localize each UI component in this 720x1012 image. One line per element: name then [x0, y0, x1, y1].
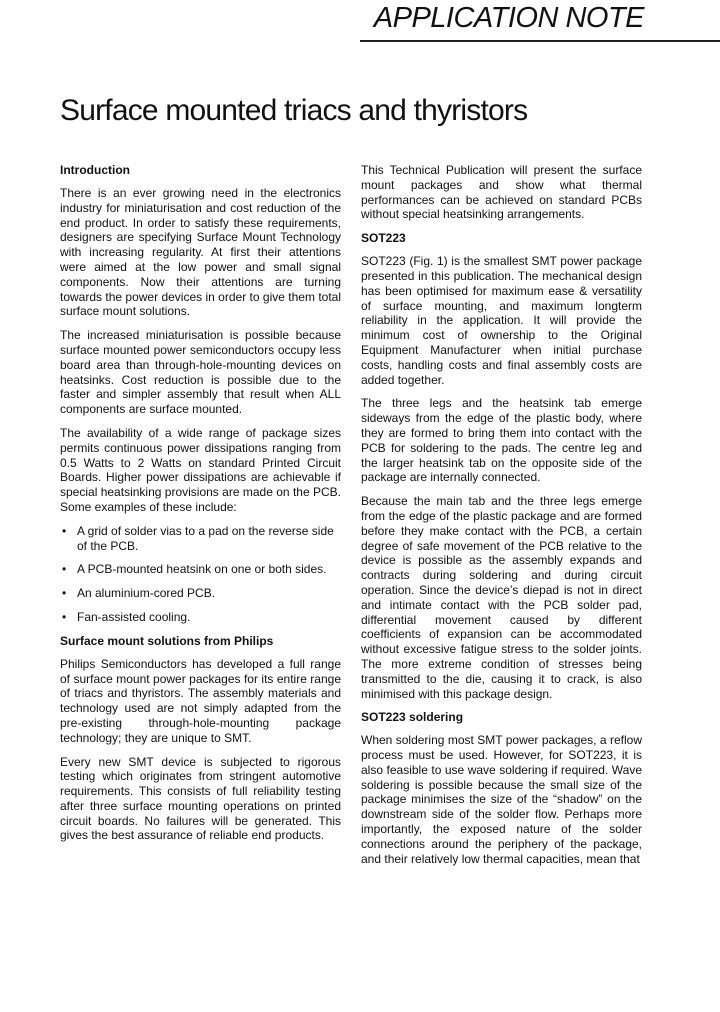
intro-paragraph-3: The availability of a wide range of package sizes permits continuous power dissipations ranging from 0.5 Watts to 2 Watts on standard Printed Circuit Boards. Higher power dissipations are achievable if special heatsinking provisions are made on the PCB. Some examples of these include:	[60, 425, 341, 514]
left-column	[60, 163, 341, 852]
sot223-paragraph-3: Because the main tab and the three legs emerge from the edge of the plastic package and are formed before they make contact with the PCB, a certain degree of safe movement of the PCB relative to the device is possible as the assembly expands and contracts during soldering and during circuit operation. Since the device’s diepad is not in direct and intimate contact with the PCB solder pad, differential movement caused by different coefficients of expansion can be accommodated without excessive fatigue stress to the solder joints. The more extreme condition of stresses being transmitted to the die, causing it to crack, is also minimised with this package design.	[361, 494, 642, 701]
right-column	[361, 163, 642, 875]
publication-intro-paragraph: This Technical Publication will present the surface mount packages and show what thermal performances can be achieved on standard PCBs without special heatsinking arrangements.	[361, 163, 642, 222]
intro-paragraph-2: The increased miniaturisation is possible because surface mounted power semiconductors occupy less board area than through-hole-mounting devices on heatsinks. Cost reduction is possible due to the faster and simpler assembly that result when ALL components are surface mounted.	[60, 328, 341, 417]
intro-paragraph-1: There is an ever growing need in the electronics industry for miniaturisation and cost reduction of the end product. In order to satisfy these requirements, designers are specifying Surface Mount Technology with increasing regularity. At first their attentions were aimed at the low power and small signal components. Now their attentions are turning towards the power devices in order to give them total surface mount solutions.	[60, 186, 341, 319]
bullet-icon: •	[62, 562, 67, 577]
list-item-text: Fan-assisted cooling.	[77, 609, 191, 624]
introduction-heading: Introduction	[60, 163, 130, 177]
sot223-soldering-heading: SOT223 soldering	[361, 710, 464, 725]
sot223-heading: SOT223	[361, 231, 406, 246]
heatsinking-examples-list	[60, 524, 341, 625]
list-item-text: A grid of solder vias to a pad on the reverse side of the PCB.	[77, 523, 334, 553]
sot223-paragraph-2: The three legs and the heatsink tab emerge sideways from the edge of the plastic body, where they are formed to bring them into contact with the PCB for soldering to the pads. The centre leg and the larger heatsink tab on the opposite side of the package are internally connected.	[361, 396, 642, 485]
sot223-paragraph-1: SOT223 (Fig. 1) is the smallest SMT power package presented in this publication. The mechanical design has been optimised for maximum ease & versatility of surface mounting, and maximum longterm reliability in the application. It will provide the minimum cost of ownership to the Original Equipment Manufacturer when initial purchase costs, handling costs and final assembly costs are added together.	[361, 254, 642, 387]
list-item	[60, 610, 341, 625]
document-type-label: APPLICATION NOTE	[373, 2, 644, 34]
philips-paragraph-2: Every new SMT device is subjected to rigorous testing which originates from stringent automotive requirements. This consists of full reliability testing after three surface mounting operations on printed circuit boards. No failures will be generated. This gives the best assurance of reliable end products.	[60, 754, 341, 843]
soldering-paragraph: When soldering most SMT power packages, a reflow process must be used. However, for SOT223, it is also feasible to use wave soldering if required. Wave soldering is possible because the small size of the package minimises the size of the “shadow” on the downstream side of the solder flow. Perhaps more importantly, the exposed nature of the solder connections around the periphery of the package, and their relatively low thermal capacities, mean that	[361, 733, 642, 866]
list-item	[60, 562, 341, 577]
bullet-icon: •	[62, 586, 67, 601]
philips-solutions-heading: Surface mount solutions from Philips	[60, 633, 274, 648]
list-item	[60, 524, 341, 554]
bullet-icon: •	[62, 609, 67, 624]
list-item	[60, 586, 341, 601]
list-item-text: An aluminium-cored PCB.	[77, 586, 216, 601]
bullet-icon: •	[62, 523, 67, 538]
philips-paragraph-1: Philips Semiconductors has developed a full range of surface mount power packages for its entire range of triacs and thyristors. The assembly materials and technology used are not simply adapted from the pre-existing through-hole-mounting package technology; they are unique to SMT.	[60, 656, 341, 745]
header-rule	[360, 40, 720, 42]
page-title: Surface mounted triacs and thyristors	[60, 94, 528, 127]
list-item-text: A PCB-mounted heatsink on one or both sides.	[77, 562, 327, 577]
